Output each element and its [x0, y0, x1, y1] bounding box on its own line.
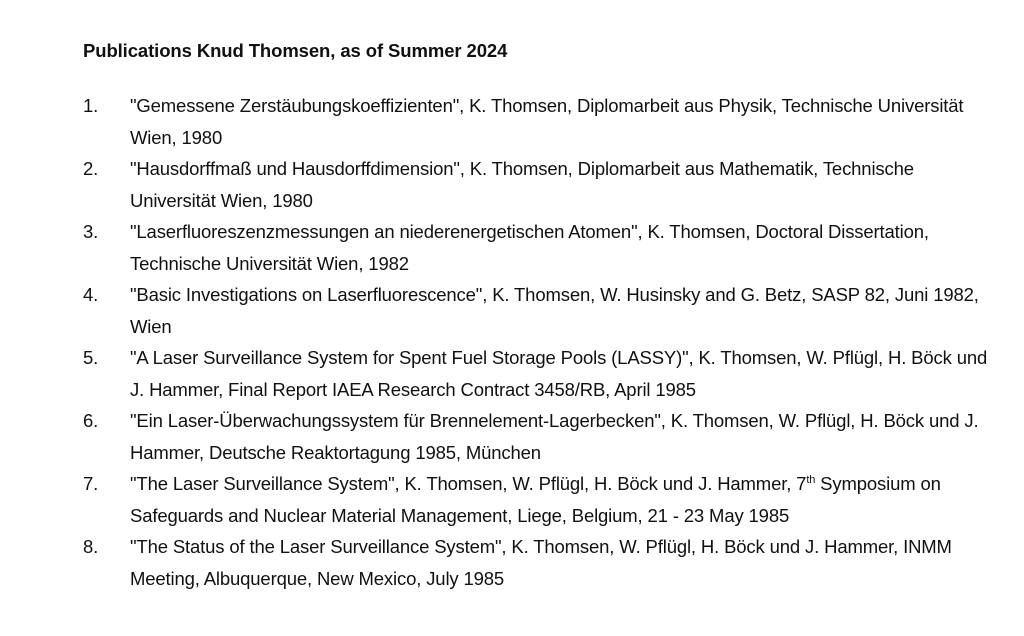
- publication-text: "Basic Investigations on Laserfluorescence", K. Thomsen, W. Husinsky and G. Betz, SASP 82, Juni 1982, Wien: [130, 284, 979, 337]
- publication-number: 6.: [83, 410, 99, 431]
- publication-text: "The Status of the Laser Surveillance System", K. Thomsen, W. Pflügl, H. Böck und J. Hammer, INMM Meeting, Albuquerque, New Mexico, July 1985: [130, 536, 952, 589]
- publication-item-3: [83, 216, 993, 279]
- publication-number: 5.: [83, 347, 99, 368]
- publication-text: "Ein Laser-Überwachungssystem für Brennelement-Lagerbecken", K. Thomsen, W. Pflügl, H. Böck und J. Hammer, Deutsche Reaktortagung 1985, München: [130, 410, 979, 463]
- publication-number: 3.: [83, 221, 99, 242]
- publication-item-2: [83, 153, 993, 216]
- publication-text: "Laserfluoreszenzmessungen an niederenergetischen Atomen", K. Thomsen, Doctoral Dissertation, Technische Universität Wien, 1982: [130, 221, 929, 274]
- document-title: Publications Knud Thomsen, as of Summer 2024: [83, 40, 508, 61]
- publication-item-6: [83, 405, 993, 468]
- publication-text-part: Symposium on Safeguards and Nuclear Material Management, Liege, Belgium, 21 - 23 May 1985: [130, 473, 941, 526]
- publication-text: "Gemessene Zerstäubungskoeffizienten", K. Thomsen, Diplomarbeit aus Physik, Technische Universität Wien, 1980: [130, 95, 964, 148]
- ordinal-superscript: th: [806, 473, 816, 486]
- publication-list: [83, 90, 993, 594]
- publication-text: [130, 473, 941, 526]
- publication-item-8: [83, 531, 993, 594]
- publication-number: 1.: [83, 95, 99, 116]
- publication-number: 2.: [83, 158, 99, 179]
- publication-number: 8.: [83, 536, 99, 557]
- publication-text: "Hausdorffmaß und Hausdorffdimension", K. Thomsen, Diplomarbeit aus Mathematik, Technische Universität Wien, 1980: [130, 158, 914, 211]
- publication-item-5: [83, 342, 993, 405]
- publication-item-4: [83, 279, 993, 342]
- publication-number: 7.: [83, 473, 99, 494]
- publication-number: 4.: [83, 284, 99, 305]
- publication-item-1: [83, 90, 993, 153]
- publication-text-part: "The Laser Surveillance System", K. Thomsen, W. Pflügl, H. Böck und J. Hammer, 7: [130, 473, 807, 494]
- publication-text: "A Laser Surveillance System for Spent Fuel Storage Pools (LASSY)", K. Thomsen, W. Pflügl, H. Böck und J. Hammer, Final Report IAEA Research Contract 3458/RB, April 1985: [130, 347, 988, 400]
- publication-item-7: [83, 468, 993, 531]
